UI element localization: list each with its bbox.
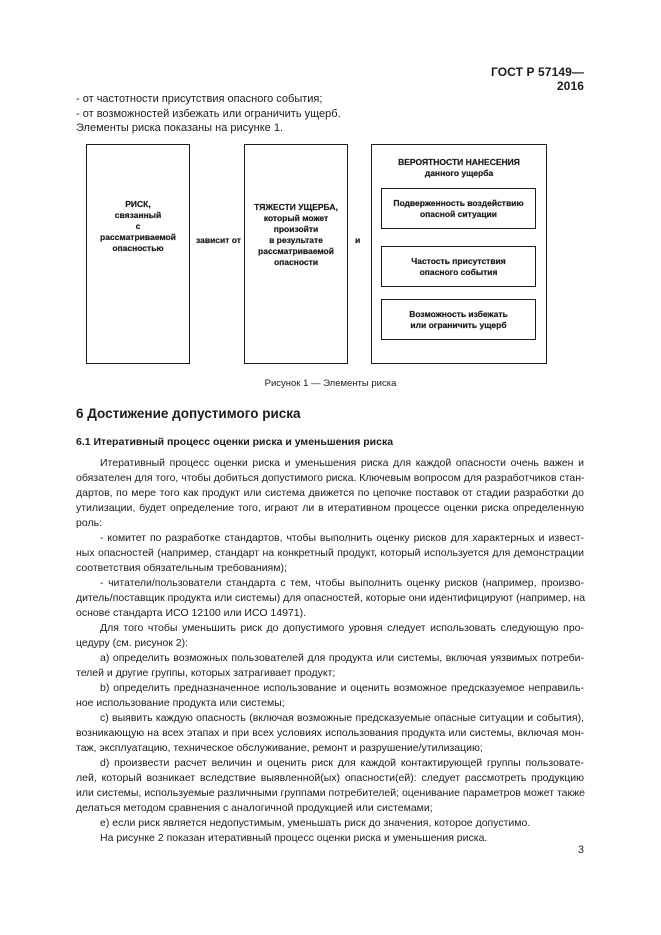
text-line: дитель/поставщик продукта или системы) для опасностей, которые они идентифицируют (например, на — [76, 592, 586, 604]
text-line: делаться методом сравнения с аналогичной продукцией или системами; — [76, 802, 433, 814]
page-number: 3 — [577, 844, 584, 856]
subsection-title: 6.1 Итеративный процесс оценки риска и уменьшения риска — [76, 436, 394, 448]
intro-text — [76, 92, 586, 136]
text-line: или системы, используемые различными группами потребителей; оценивание параметров может также — [76, 787, 585, 799]
text-line: утилизации, будет определение того, играют ли в итеративном процессе оценки риска определенную — [76, 502, 584, 514]
body-text — [76, 456, 584, 846]
text-line: роль: — [76, 517, 102, 529]
text-line: лей, который возникает вследствие выявленной(ых) опасности(ей): следует рассмотреть продукцию — [76, 772, 584, 784]
text-line: телей и другие группы, которых затрагивает продукт; — [76, 667, 336, 679]
text-line: ное использование продукта или системы; — [76, 697, 285, 709]
text-line: цедуру (см. рисунок 2): — [76, 637, 189, 649]
severity-box — [244, 144, 348, 364]
text-line: b) определить предназначенное использование и оценить возможное предсказуемое неправиль- — [100, 682, 584, 694]
probability-title: ВЕРОЯТНОСТИ НАНЕСЕНИЯ данного ущерба — [398, 157, 520, 178]
text-line: c) выявить каждую опасность (включая возможные предсказуемые опасные ситуации и события), — [100, 712, 584, 724]
factor-box — [381, 188, 536, 229]
factor-text: Подверженность воздействию опасной ситуации — [393, 198, 524, 219]
factor-box — [381, 299, 536, 340]
factor-box — [381, 246, 536, 287]
risk-box-text: РИСК, связанный с рассматриваемой опасностью — [100, 199, 176, 253]
text-line: обязателен для того, чтобы добиться допустимого риска. Ключевым вопросом для разработчиков стан- — [76, 472, 585, 484]
section-title: 6 Достижение допустимого риска — [76, 406, 301, 421]
text-line: возникающую на всех этапах и при всех условиях использования продукта или системы, включая мон- — [76, 727, 584, 739]
text-line: - читатели/пользователи стандарта с тем, чтобы выполнить оценку рисков (например, произво- — [100, 577, 584, 589]
factor-text: Частость присутствия опасного события — [411, 256, 506, 277]
risk-box — [86, 144, 190, 364]
text-line: a) определить возможных пользователей для продукта или системы, включая уязвимых потреби- — [100, 652, 584, 664]
depends-on-label: зависит от — [196, 235, 241, 245]
and-label: и — [355, 235, 361, 245]
text-line: На рисунке 2 показан итеративный процесс оценки риска и уменьшения риска. — [100, 832, 488, 844]
text-line: ных опасностей (например, стандарт на конкретный продукт, который используется для демонстрации — [76, 547, 584, 559]
document-id: ГОСТ Р 57149—2016 — [490, 65, 584, 93]
severity-box-text: ТЯЖЕСТИ УЩЕРБА, который может произойти в результате рассматриваемой опасности — [254, 202, 338, 267]
text-line: Итеративный процесс оценки риска и уменьшения риска для каждой опасности очень важен и — [100, 457, 584, 469]
figure-caption: Рисунок 1 — Элементы риска — [264, 378, 397, 389]
text-line: d) произвести расчет величин и оценить риск для каждой контактирующей группы пользовате- — [100, 757, 584, 769]
text-line: основе стандарта ИСО 12100 или ИСО 14971). — [76, 607, 307, 619]
intro-line: - от возможностей избежать или ограничить ущерб. — [76, 107, 341, 120]
text-line: соответствия обязательным требованиям); — [76, 562, 287, 574]
text-line: - комитет по разработке стандартов, чтобы выполнить оценку рисков для характерных и извест- — [100, 532, 584, 544]
text-line: таж, эксплуатацию, техническое обслуживание, ремонт и разрушение/утилизацию; — [76, 742, 483, 754]
text-line: дартов, по мере того как продукт или система движется по цепочке поставок от стадии разработки до — [76, 487, 584, 499]
factor-text: Возможность избежать или ограничить ущерб — [409, 309, 508, 330]
intro-line: - от частотности присутствия опасного события; — [76, 93, 323, 105]
text-line: e) если риск является недопустимым, уменьшать риск до значения, которое допустимо. — [100, 817, 531, 829]
text-line: Для того чтобы уменьшить риск до допустимого уровня следует использовать следующую про- — [100, 622, 584, 634]
intro-line: Элементы риска показаны на рисунке 1. — [76, 122, 284, 134]
